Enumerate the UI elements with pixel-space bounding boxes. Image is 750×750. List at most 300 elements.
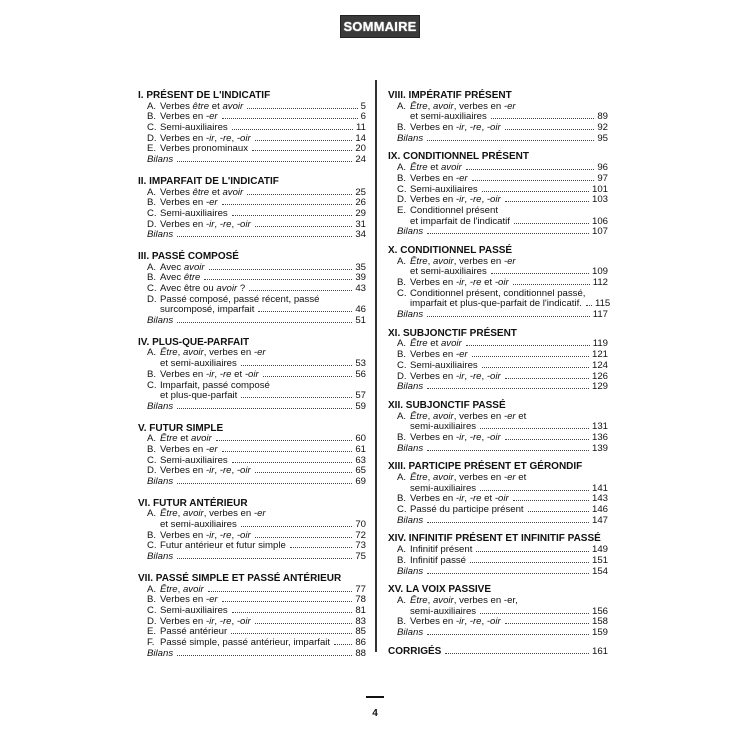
toc-entry[interactable] — [138, 230, 366, 241]
entry-letter: C. — [397, 359, 407, 371]
dot-leader — [482, 367, 589, 368]
banner-title: SOMMAIRE — [343, 19, 417, 34]
entry-text-italic: avoir — [432, 594, 454, 606]
entry-text-segment: , — [214, 529, 220, 541]
entry-text-italic: -oir — [486, 194, 501, 206]
entry-text-segment: Semi-auxiliaires — [410, 359, 478, 371]
entry-text-italic: avoir — [190, 433, 212, 445]
entry-letter: D. — [397, 194, 407, 206]
dot-leader — [177, 483, 352, 484]
entry-text-italic: avoir — [182, 347, 204, 359]
toc-section — [388, 329, 608, 393]
page-ref: 85 — [355, 626, 366, 638]
page-ref: 109 — [591, 266, 608, 278]
entry-text — [397, 444, 423, 455]
section-heading[interactable]: X. CONDITIONNEL PASSÉ — [388, 244, 513, 256]
entry-letter: A. — [147, 186, 157, 198]
entry-text-italic: -oir — [236, 465, 251, 477]
entry-text-segment: , — [231, 615, 237, 627]
entry-text-segment: , — [464, 431, 470, 443]
dot-leader — [445, 653, 589, 654]
toc-section — [388, 244, 611, 321]
entry-text-italic: -oir — [486, 616, 501, 628]
toc-entry-corriges[interactable] — [388, 647, 608, 658]
dot-leader — [232, 612, 353, 613]
dot-leader — [513, 500, 589, 501]
page-ref: 11 — [356, 122, 366, 134]
entry-letter: E. — [397, 204, 407, 216]
entry-text-segment: Verbes en — [160, 465, 206, 477]
entry-text-segment: , verbes en — [203, 347, 254, 359]
entry-letter: B. — [397, 122, 407, 134]
toc-entry[interactable] — [388, 567, 608, 578]
section-heading[interactable]: II. IMPARFAIT DE L'INDICATIF — [138, 175, 279, 187]
page-number — [366, 696, 384, 721]
page-ref: 143 — [591, 493, 608, 505]
entry-text-italic: -ir — [205, 615, 215, 627]
entry-letter: C. — [397, 183, 407, 195]
page-ref: 115 — [594, 298, 611, 310]
page-ref: 14 — [355, 132, 366, 144]
page-ref: 117 — [592, 309, 608, 321]
entry-text-italic: avoir — [182, 508, 204, 520]
entry-text-italic: -ir — [205, 218, 215, 230]
page-ref: 29 — [355, 207, 366, 219]
section-heading[interactable]: XI. SUBJONCTIF PRÉSENT — [388, 327, 517, 339]
entry-letter: A. — [397, 544, 407, 556]
entry-text-italic: -oir — [236, 529, 251, 541]
entry-text-italic: avoir — [222, 100, 244, 112]
entry-letter: A. — [147, 433, 157, 445]
entry-letter: B. — [397, 349, 407, 361]
toc-section — [388, 91, 608, 144]
entry-text-segment: semi-auxiliaires — [410, 482, 477, 494]
toc-right-column — [388, 90, 611, 657]
entry-text-italic: -er — [253, 347, 266, 359]
dot-leader — [427, 573, 589, 574]
toc-entry[interactable] — [138, 552, 366, 563]
entry-text-italic: -oir — [236, 218, 251, 230]
entry-letter: B. — [147, 443, 157, 455]
entry-text — [397, 134, 423, 145]
entry-text-segment: Verbes en — [160, 197, 206, 209]
entry-text-italic: avoir — [432, 100, 454, 112]
dot-leader — [491, 273, 589, 274]
entry-letter: A. — [397, 255, 407, 267]
entry-text-segment: Verbes en — [160, 111, 206, 123]
entry-text-italic: être — [192, 100, 210, 112]
entry-letter: B. — [397, 431, 407, 443]
entry-text-italic: -oir — [486, 122, 501, 134]
entry-text-segment: , — [214, 615, 220, 627]
entry-text-segment: et semi-auxiliaires — [410, 111, 487, 123]
dot-leader — [247, 194, 352, 195]
dot-leader — [247, 108, 357, 109]
page-ref: 149 — [591, 544, 608, 556]
entry-text-segment: et — [427, 338, 441, 350]
page-ref: 5 — [360, 100, 366, 112]
entry-text-segment: et semi-auxiliaires — [160, 519, 237, 531]
page-ref: 129 — [591, 381, 608, 393]
entry-letter: C. — [147, 540, 157, 552]
entry-letter: C. — [147, 283, 157, 294]
section-heading[interactable]: IX. CONDITIONNEL PRÉSENT — [388, 151, 529, 163]
page-ref: 63 — [355, 454, 366, 466]
entry-text-italic: être — [183, 272, 201, 284]
entry-text-segment: , — [231, 132, 237, 144]
entry-text-italic: -re — [469, 493, 482, 505]
corriges-title: CORRIGÉS — [388, 645, 442, 657]
section-heading[interactable]: IV. PLUS-QUE-PARFAIT — [138, 336, 250, 348]
page-ref: 43 — [355, 283, 366, 294]
entry-text-segment: Semi-auxiliaires — [160, 122, 228, 134]
section-heading[interactable]: XV. LA VOIX PASSIVE — [388, 584, 491, 596]
entry-text-segment: Verbes en — [160, 443, 206, 455]
entry-text-segment: Semi-auxiliaires — [160, 454, 228, 466]
dot-leader — [208, 591, 353, 592]
entry-text-segment: Infinitif passé — [410, 554, 466, 566]
entry-text-segment: , — [231, 218, 237, 230]
entry-text-italic: -re — [219, 615, 232, 627]
dot-leader — [222, 204, 353, 205]
entry-text-italic: Être — [160, 433, 178, 445]
section-heading[interactable]: III. PASSÉ COMPOSÉ — [138, 250, 239, 262]
dot-leader — [427, 388, 589, 389]
entry-letter: B. — [397, 493, 407, 505]
entry-text-segment: , verbes en — [453, 255, 504, 267]
page-ref: 124 — [591, 359, 608, 371]
page-ref: 112 — [592, 277, 608, 288]
entry-text-segment: et semi-auxiliaires — [160, 358, 237, 370]
entry-text-segment: Verbes en — [160, 132, 206, 144]
page-ref: 31 — [355, 218, 366, 230]
entry-text-italic: -re — [469, 431, 482, 443]
entry-text — [147, 552, 173, 563]
toc-section — [138, 177, 366, 241]
entry-text-segment: et — [209, 100, 223, 112]
entry-text-segment: et — [481, 493, 495, 505]
entry-text-segment: et — [515, 472, 527, 483]
entry-text-segment: , — [464, 493, 470, 505]
entry-text-italic: -ir — [455, 431, 465, 443]
dot-leader — [427, 522, 589, 523]
entry-text-segment: Semi-auxiliaires — [160, 207, 228, 219]
entry-text-italic: Être — [410, 338, 428, 350]
entry-text-segment: Verbes en — [410, 370, 456, 382]
section-heading[interactable]: XIII. PARTICIPE PRÉSENT ET GÉRONDIF — [388, 461, 583, 473]
section-heading[interactable]: XIV. INFINITIF PRÉSENT ET INFINITIF PASSÉ — [388, 533, 601, 545]
page-ref: 61 — [355, 443, 366, 455]
toc-entry[interactable] — [388, 310, 608, 321]
page-ref: 69 — [355, 476, 366, 487]
entry-text-segment: Verbes en — [410, 616, 456, 628]
entry-text-italic: -ir — [455, 277, 465, 288]
entry-text-segment: , — [177, 583, 183, 595]
entry-text-italic: Bilans — [397, 381, 424, 393]
toc-section — [138, 91, 366, 166]
entry-letter: D. — [147, 293, 157, 305]
entry-text-italic: -er — [503, 472, 516, 483]
entry-text-italic: Être — [410, 100, 428, 112]
dot-leader — [232, 129, 353, 130]
entry-text-segment: Verbes en — [160, 615, 206, 627]
toc-section — [138, 424, 366, 488]
toc-section — [388, 401, 608, 454]
toc-entry[interactable] — [138, 402, 366, 413]
entry-text-italic: Bilans — [397, 442, 424, 454]
entry-text-italic: Bilans — [147, 551, 174, 563]
page-ref: 34 — [355, 229, 366, 241]
entry-text — [410, 617, 501, 628]
toc-entry[interactable] — [388, 444, 608, 455]
entry-text — [160, 541, 286, 552]
dot-leader — [204, 279, 352, 280]
dot-leader — [255, 226, 353, 227]
entry-text-segment: Verbes en — [410, 122, 456, 134]
entry-letter: A. — [397, 410, 407, 422]
section-heading[interactable]: XII. SUBJONCTIF PASSÉ — [388, 399, 506, 411]
entry-text-segment: , — [481, 370, 487, 382]
entry-letter: A. — [397, 162, 407, 174]
entry-letter: D. — [147, 132, 157, 144]
toc-entry[interactable] — [388, 134, 608, 145]
dot-leader — [427, 316, 590, 317]
dot-leader — [427, 634, 589, 635]
page-ref: 103 — [591, 194, 608, 206]
entry-text-italic: Bilans — [397, 514, 424, 526]
dot-leader — [482, 191, 589, 192]
section-heading[interactable]: VIII. IMPÉRATIF PRÉSENT — [388, 90, 512, 101]
sommaire-banner — [340, 15, 420, 38]
entry-letter: B. — [397, 616, 407, 628]
entry-letter: E. — [147, 143, 157, 155]
page-ref: 89 — [597, 111, 608, 123]
entry-text-italic: -ir — [455, 616, 465, 628]
entry-text-italic: -re — [219, 368, 232, 380]
page-ref: 24 — [355, 154, 366, 166]
entry-text-segment: Conditionnel présent, conditionnel passé, — [410, 287, 586, 299]
toc-section — [138, 338, 366, 413]
toc-section — [138, 499, 366, 563]
page-ref: 86 — [355, 636, 366, 648]
toc-section — [388, 585, 608, 638]
entry-letter: C. — [147, 207, 157, 219]
page-ref: 92 — [597, 122, 608, 134]
entry-text-segment: Verbes — [160, 186, 193, 198]
entry-letter: A. — [147, 583, 157, 595]
dot-leader — [491, 118, 595, 119]
entry-letter: A. — [397, 594, 407, 606]
entry-text-segment: Verbes — [160, 100, 193, 112]
toc-entry[interactable] — [138, 477, 366, 488]
section-heading[interactable]: VII. PASSÉ SIMPLE ET PASSÉ ANTÉRIEUR — [138, 572, 342, 584]
entry-letter: F. — [147, 636, 155, 648]
toc-entry[interactable] — [388, 382, 608, 393]
entry-text — [160, 466, 251, 477]
entry-text-italic: -oir — [494, 277, 509, 288]
entry-text-italic: -re — [219, 529, 232, 541]
entry-text-italic: Bilans — [147, 476, 174, 487]
entry-text-segment: Conditionnel présent — [410, 204, 499, 216]
dot-leader — [427, 233, 589, 234]
toc-entry[interactable] — [138, 649, 366, 660]
entry-letter: B. — [147, 272, 157, 284]
toc-entry[interactable] — [388, 227, 608, 238]
entry-text — [397, 227, 423, 238]
page-number-rule — [366, 696, 384, 698]
entry-text — [147, 230, 173, 241]
entry-text-italic: -re — [219, 465, 232, 477]
entry-text-segment: , verbes en — [453, 410, 504, 422]
page-ref: 88 — [355, 647, 366, 659]
entry-letter: B. — [147, 111, 157, 123]
entry-text-italic: -re — [219, 132, 232, 144]
page-ref: 75 — [355, 551, 366, 563]
page-ref: 57 — [355, 390, 366, 402]
entry-text-italic: Bilans — [147, 647, 174, 659]
entry-text — [410, 505, 524, 516]
toc-entry[interactable] — [388, 628, 608, 639]
dot-leader — [290, 547, 352, 548]
entry-text-italic: Bilans — [397, 132, 424, 144]
dot-leader — [466, 169, 595, 170]
page-ref: 107 — [591, 226, 608, 238]
toc-entry[interactable] — [138, 155, 366, 166]
entry-text-segment: Avec — [160, 272, 184, 284]
entry-text — [397, 516, 423, 527]
page-ref: 83 — [355, 615, 366, 627]
entry-text — [160, 220, 251, 231]
entry-text-italic: Être — [410, 594, 428, 606]
entry-letter: C. — [147, 454, 157, 466]
dot-leader — [222, 601, 353, 602]
toc-section — [388, 462, 608, 526]
entry-text-segment: , — [464, 616, 470, 628]
page-ref: 131 — [591, 421, 608, 433]
entry-text-segment: , — [231, 529, 237, 541]
page-ref: 60 — [355, 433, 366, 445]
entry-text — [147, 477, 173, 488]
page-ref: 70 — [355, 519, 366, 531]
section-heading[interactable]: VI. FUTUR ANTÉRIEUR — [138, 497, 248, 509]
entry-letter: A. — [397, 472, 407, 483]
entry-text-segment: , verbes en — [453, 100, 504, 112]
entry-text — [147, 402, 173, 413]
dot-leader — [427, 450, 589, 451]
toc-section — [388, 534, 608, 577]
entry-text-italic: Bilans — [147, 229, 174, 241]
entry-text-italic: Bilans — [397, 626, 424, 638]
entry-text-segment: , — [214, 465, 220, 477]
page-ref: 25 — [355, 186, 366, 198]
entry-text-segment: semi-auxiliaires — [410, 421, 477, 433]
entry-text — [410, 123, 501, 134]
section-heading[interactable]: V. FUTUR SIMPLE — [138, 422, 224, 434]
page-ref: 106 — [591, 215, 608, 227]
entry-text-segment: Verbes en — [410, 493, 456, 505]
entry-text-italic: -er — [205, 443, 218, 455]
entry-text — [160, 305, 254, 316]
page-ref: 39 — [355, 272, 366, 284]
page-ref: 20 — [355, 143, 366, 155]
section-heading[interactable]: I. PRÉSENT DE L'INDICATIF — [138, 90, 271, 101]
entry-text-segment: et — [481, 277, 495, 288]
dot-leader — [241, 365, 353, 366]
entry-text-segment: , — [177, 508, 183, 520]
entry-text-segment: Verbes en — [410, 277, 456, 288]
page-ref: 101 — [591, 183, 608, 195]
entry-text-segment: et — [231, 368, 245, 380]
page-ref: 56 — [355, 368, 366, 380]
page-ref: 154 — [591, 565, 608, 577]
dot-leader — [427, 140, 594, 141]
entry-text-segment: , — [481, 122, 487, 134]
entry-text — [160, 638, 330, 649]
entry-letter: A. — [147, 100, 157, 112]
page-ref: 126 — [591, 370, 608, 382]
dot-leader — [263, 376, 353, 377]
dot-leader — [177, 322, 352, 323]
entry-text-segment: ? — [237, 283, 246, 294]
entry-text-segment: et — [209, 186, 223, 198]
entry-text-italic: -er — [205, 111, 218, 123]
toc-entry[interactable] — [138, 316, 366, 327]
dot-leader — [222, 118, 358, 119]
entry-text-segment: et imparfait de l'indicatif — [410, 215, 510, 227]
page-ref: 156 — [591, 605, 608, 617]
entry-letter: D. — [397, 370, 407, 382]
dot-leader — [505, 623, 589, 624]
entry-text-italic: -oir — [486, 431, 501, 443]
toc-entry[interactable] — [388, 516, 608, 527]
entry-text-italic: avoir — [432, 410, 454, 422]
toc-section — [388, 152, 608, 238]
dot-leader — [177, 558, 352, 559]
entry-text-segment: , — [464, 277, 470, 288]
dot-leader — [528, 511, 589, 512]
entry-text-segment: surcomposé, imparfait — [160, 304, 255, 316]
page-ref: 159 — [591, 626, 608, 638]
entry-text — [397, 628, 423, 639]
entry-letter: B. — [147, 529, 157, 541]
entry-text-italic: avoir — [222, 186, 244, 198]
entry-letter: D. — [147, 218, 157, 230]
dot-leader — [505, 129, 595, 130]
page-ref: 136 — [591, 431, 608, 443]
page-ref: 73 — [355, 540, 366, 552]
entry-text-italic: Être — [160, 508, 178, 520]
entry-letter: E. — [147, 626, 157, 638]
entry-text — [410, 217, 510, 228]
entry-text-italic: -ir — [205, 132, 215, 144]
page-number-text: 4 — [372, 708, 378, 719]
entry-text-segment: , — [464, 370, 470, 382]
dot-leader — [505, 201, 589, 202]
dot-leader — [241, 397, 352, 398]
entry-text-segment: , verbes en -er, — [453, 594, 518, 606]
entry-text-segment: Infinitif présent — [410, 544, 473, 556]
dot-leader — [177, 655, 352, 656]
entry-text-italic: -er — [205, 197, 218, 209]
page-ref: 77 — [355, 583, 366, 595]
entry-text-italic: avoir — [432, 255, 454, 267]
entry-text-segment: Verbes en — [410, 349, 456, 361]
entry-letter: C. — [397, 504, 407, 516]
entry-text-italic: Bilans — [397, 565, 424, 577]
dot-leader — [505, 439, 589, 440]
entry-text-segment: , — [177, 347, 183, 359]
dot-leader — [216, 440, 353, 441]
